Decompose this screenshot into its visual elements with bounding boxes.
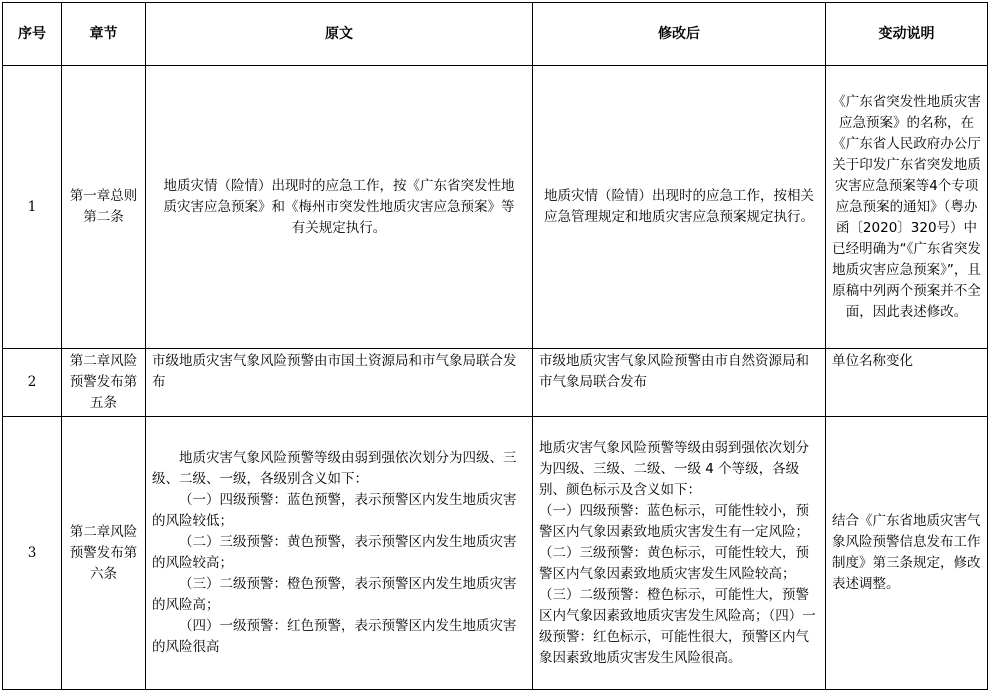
row-num: 2	[3, 349, 62, 417]
row-explanation: 单位名称变化	[826, 349, 988, 417]
row-chapter: 第二章风险预警发布第六条	[62, 417, 146, 690]
original-paragraph: （四）一级预警：红色预警，表示预警区内发生地质灾害的风险很高	[152, 618, 517, 655]
header-modified: 修改后	[533, 3, 826, 66]
original-paragraph: （二）三级预警：黄色预警，表示预警区内发生地质灾害的风险较高；	[152, 534, 517, 571]
row-num: 1	[3, 66, 62, 349]
original-paragraph: （一）四级预警：蓝色预警，表示预警区内发生地质灾害的风险较低；	[152, 492, 517, 529]
table-row	[3, 417, 988, 690]
header-original: 原文	[146, 3, 533, 66]
row-original: 地质灾情（险情）出现时的应急工作，按《广东省突发性地质灾害应急预案》和《梅州市突发性地质灾害应急预案》等有关规定执行。	[146, 66, 533, 349]
header-num: 序号	[3, 3, 62, 66]
modified-paragraph: （一）四级预警：蓝色标示，可能性较小，预警区内气象因素致地质灾害发生有一定风险；（二）三级预警：黄色标示，可能性较大，预警区内气象因素致地质灾害发生风险较高；（三）二级预警：橙色标示，可能性大，预警区内气象因素致地质灾害发生风险高；（四）一级预警：红色标示，可能性很大，预警区内气象因素致地质灾害发生风险很高。	[539, 502, 816, 666]
row-modified: 地质灾情（险情）出现时的应急工作，按相关应急管理规定和地质灾害应急预案规定执行。	[533, 66, 826, 349]
header-chapter: 章节	[62, 3, 146, 66]
original-paragraph: （三）二级预警：橙色预警，表示预警区内发生地质灾害的风险高；	[152, 576, 517, 613]
row-original	[146, 417, 533, 690]
row-chapter: 第一章总则第二条	[62, 66, 146, 349]
table-row	[3, 66, 988, 349]
original-paragraph: 地质灾害气象风险预警等级由弱到强依次划分为四级、三级、二级、一级，各级别含义如下：	[152, 450, 517, 487]
row-modified	[533, 417, 826, 690]
header-explanation: 变动说明	[826, 3, 988, 66]
row-modified: 市级地质灾害气象风险预警由市自然资源局和市气象局联合发布	[533, 349, 826, 417]
row-num: 3	[3, 417, 62, 690]
comparison-table	[2, 2, 988, 690]
row-explanation: 《广东省突发性地质灾害应急预案》的名称，在《广东省人民政府办公厅关于印发广东省突发地质灾害应急预案等4个专项应急预案的通知》（粤办函〔2020〕320号）中已经明确为“《广东省突发地质灾害应急预案》”，且原稿中列两个预案并不全面，因此表述修改。	[826, 66, 988, 349]
header-row	[3, 3, 988, 66]
row-explanation: 结合《广东省地质灾害气象风险预警信息发布工作制度》第三条规定，修改表述调整。	[826, 417, 988, 690]
modified-paragraph: 地质灾害气象风险预警等级由弱到强依次划分为四级、三级、二级、一级 4 个等级，各级别、颜色标示及含义如下：	[539, 439, 809, 498]
row-chapter: 第二章风险预警发布第五条	[62, 349, 146, 417]
table-row	[3, 349, 988, 417]
row-original: 市级地质灾害气象风险预警由市国土资源局和市气象局联合发布	[146, 349, 533, 417]
